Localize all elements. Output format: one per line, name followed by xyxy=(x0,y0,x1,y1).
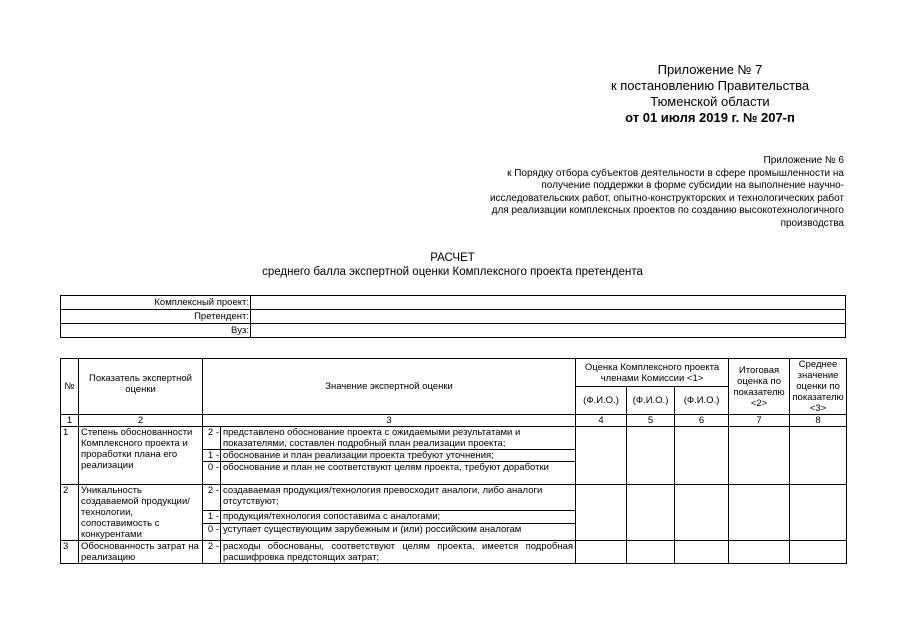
average-score-cell[interactable] xyxy=(790,485,847,541)
score-value: 2 - xyxy=(203,485,221,511)
score-cell-fio-1[interactable] xyxy=(576,427,627,485)
table-row xyxy=(61,541,847,564)
info-row-university xyxy=(61,324,846,338)
annex-date: от 01 июля 2019 г. № 207-п xyxy=(625,110,795,125)
project-value-field[interactable] xyxy=(251,296,846,310)
score-cell-fio-3[interactable] xyxy=(675,541,729,564)
score-value: 1 - xyxy=(203,510,221,523)
annex-sub-line: производства xyxy=(780,217,844,229)
university-value-field[interactable] xyxy=(251,324,846,338)
score-cell-fio-2[interactable] xyxy=(627,427,675,485)
col-number: 6 xyxy=(675,415,729,427)
row-indicator: Уникальность создаваемой продукции/технологии, сопоставимость с конкурентами xyxy=(79,485,203,541)
row-num: 1 xyxy=(61,427,79,485)
col-number: 2 xyxy=(79,415,203,427)
header-total: Итоговая оценка по показателю <2> xyxy=(729,359,790,415)
info-row-project xyxy=(61,296,846,310)
header-average: Среднее значение оценки по показателю <3> xyxy=(790,359,847,415)
project-label: Комплексный проект: xyxy=(61,296,251,310)
university-label: Вуз: xyxy=(61,324,251,338)
score-cell-fio-3[interactable] xyxy=(675,427,729,485)
score-value: 0 - xyxy=(203,524,221,541)
header-row xyxy=(61,359,847,387)
score-cell-fio-2[interactable] xyxy=(627,541,675,564)
annex-sub-line: исследовательских работ, опытно-конструкторских и технологических работ xyxy=(489,192,844,204)
applicant-value-field[interactable] xyxy=(251,310,846,324)
score-value: 1 - xyxy=(203,450,221,462)
header-fio-2: (Ф.И.О.) xyxy=(627,387,675,415)
row-indicator: Степень обоснованности Комплексного проекта и проработки плана его реализации xyxy=(79,427,203,485)
score-description: продукция/технология сопоставима с аналогами; xyxy=(221,510,576,523)
score-description: создаваемая продукция/технология превосходит аналоги, либо аналоги отсутствуют; xyxy=(221,485,576,511)
annex-number: Приложение № 7 xyxy=(657,62,763,77)
header-fio-1: (Ф.И.О.) xyxy=(576,387,627,415)
applicant-label: Претендент: xyxy=(61,310,251,324)
col-number: 4 xyxy=(576,415,627,427)
annex-sub-line: для реализации комплексных проектов по созданию высокотехнологичного xyxy=(491,205,844,217)
col-number: 5 xyxy=(627,415,675,427)
score-cell-fio-3[interactable] xyxy=(675,485,729,541)
average-score-cell[interactable] xyxy=(790,541,847,564)
header-num: № xyxy=(61,359,79,415)
score-value: 0 - xyxy=(203,462,221,485)
annex-sub-line: к Порядку отбора субъектов деятельности в сфере промышленности на xyxy=(507,167,844,179)
table-row xyxy=(61,485,847,511)
annex-main-block xyxy=(560,62,860,126)
score-value: 2 - xyxy=(203,541,221,564)
info-table xyxy=(60,295,846,338)
column-number-row xyxy=(61,415,847,427)
row-num: 3 xyxy=(61,541,79,564)
col-number: 1 xyxy=(61,415,79,427)
total-score-cell[interactable] xyxy=(729,427,790,485)
score-description: обоснование и план не соответствуют целям проекта, требуют доработки xyxy=(221,462,576,485)
header-value: Значение экспертной оценки xyxy=(203,359,576,415)
score-description: уступает существующим зарубежным и (или) российским аналогам xyxy=(221,524,576,541)
title-sub: среднего балла экспертной оценки Комплексного проекта претендента xyxy=(262,266,643,278)
col-number: 8 xyxy=(790,415,847,427)
score-cell-fio-2[interactable] xyxy=(627,485,675,541)
annex-sub-block xyxy=(400,155,844,231)
score-description: обоснование и план реализации проекта требуют уточнения; xyxy=(221,450,576,462)
header-indicator: Показатель экспертной оценки xyxy=(79,359,203,415)
average-score-cell[interactable] xyxy=(790,427,847,485)
annex-sub-number: Приложение № 6 xyxy=(763,155,844,166)
header-commission: Оценка Комплексного проекта членами Комиссии <1> xyxy=(576,359,729,387)
header-fio-3: (Ф.И.О.) xyxy=(675,387,729,415)
col-number: 3 xyxy=(203,415,576,427)
annex-sub-line: получение поддержки в форме субсидии на выполнение научно- xyxy=(541,180,844,192)
score-cell-fio-1[interactable] xyxy=(576,541,627,564)
total-score-cell[interactable] xyxy=(729,541,790,564)
score-value: 2 - xyxy=(203,427,221,450)
total-score-cell[interactable] xyxy=(729,485,790,541)
annex-reference: к постановлению Правительства xyxy=(610,78,810,93)
row-indicator: Обоснованность затрат на реализацию xyxy=(79,541,203,564)
score-description: представлено обоснование проекта с ожидаемыми результатами и показателями, составлен подробный план реализации проекта; xyxy=(221,427,576,450)
info-row-applicant xyxy=(61,310,846,324)
title-main: РАСЧЕТ xyxy=(430,252,475,264)
document-title xyxy=(60,251,845,279)
score-cell-fio-1[interactable] xyxy=(576,485,627,541)
evaluation-table xyxy=(60,358,847,564)
score-description: расходы обоснованы, соответствуют целям проекта, имеется подробная расшифровка предстоящих затрат; xyxy=(221,541,576,564)
table-row xyxy=(61,427,847,450)
row-num: 2 xyxy=(61,485,79,541)
annex-region: Тюменской области xyxy=(650,94,770,109)
col-number: 7 xyxy=(729,415,790,427)
